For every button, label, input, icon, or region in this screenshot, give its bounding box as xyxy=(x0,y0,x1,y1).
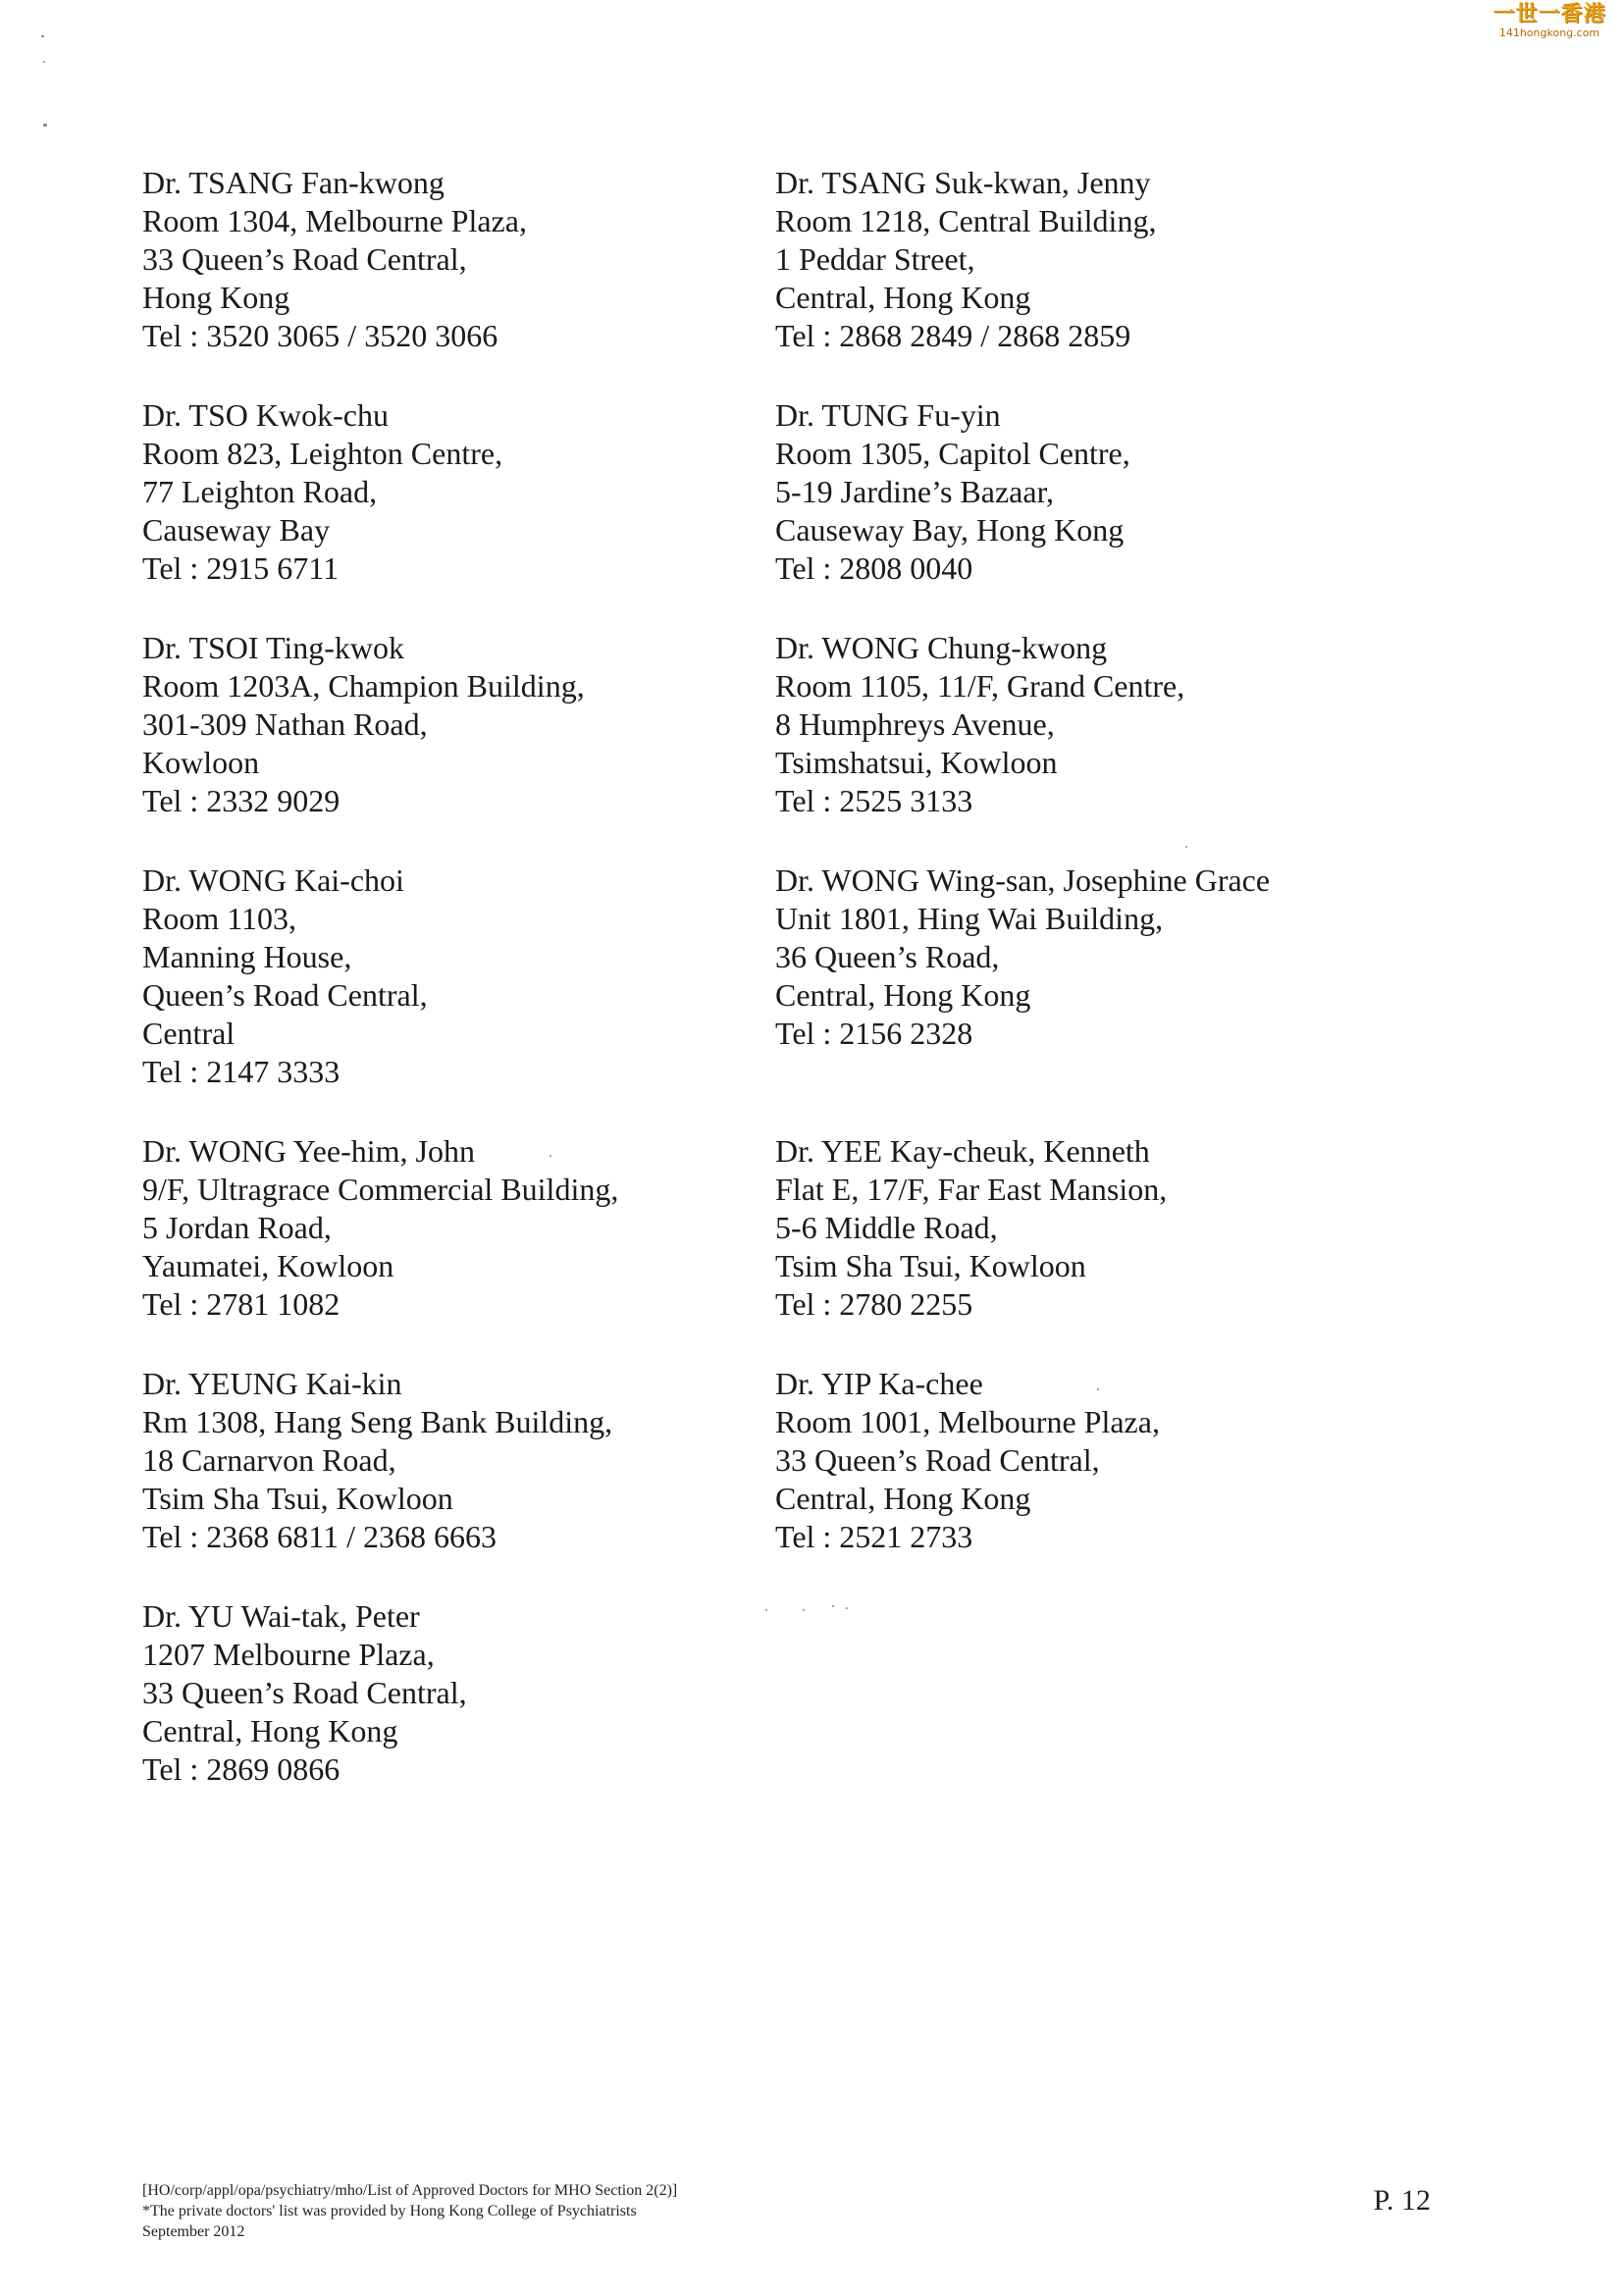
address-line: Room 1203A, Champion Building, xyxy=(142,668,585,704)
telephone-number: Tel : 2869 0866 xyxy=(142,1751,340,1787)
scan-speck xyxy=(803,1609,805,1611)
address-line: 301-309 Nathan Road, xyxy=(142,706,428,742)
telephone-number: Tel : 3520 3065 / 3520 3066 xyxy=(142,318,498,353)
footer-file-path: [HO/corp/appl/opa/psychiatry/mho/List of Approved Doctors for MHO Section 2(2)] xyxy=(142,2182,678,2199)
doctor-name: Dr. TSANG Fan-kwong xyxy=(142,165,445,200)
doctor-name: Dr. WONG Kai-choi xyxy=(142,862,404,898)
doctor-name: Dr. TSO Kwok-chu xyxy=(142,397,389,433)
doctor-entry xyxy=(775,164,1384,396)
address-line: Central xyxy=(142,1016,236,1051)
doctor-name: Dr. YU Wai-tak, Peter xyxy=(142,1598,420,1634)
telephone-number: Tel : 2781 1082 xyxy=(142,1286,340,1322)
address-line: Tsim Sha Tsui, Kowloon xyxy=(142,1481,453,1516)
scan-speck xyxy=(41,35,44,37)
doctor-entry xyxy=(775,396,1384,629)
doctor-name: Dr. TSANG Suk-kwan, Jenny xyxy=(775,165,1151,200)
doctor-entry xyxy=(142,1597,751,1830)
address-line: 33 Queen’s Road Central, xyxy=(775,1442,1100,1478)
page-number: P. 12 xyxy=(1373,2184,1431,2217)
address-line: Room 1103, xyxy=(142,901,297,936)
scan-speck xyxy=(765,1609,767,1611)
left-doctor-column xyxy=(142,164,751,1830)
doctor-entry xyxy=(775,1365,1384,1597)
address-line: 36 Queen’s Road, xyxy=(775,939,1000,974)
address-line: Room 1304, Melbourne Plaza, xyxy=(142,203,527,238)
doctor-name: Dr. WONG Chung-kwong xyxy=(775,630,1108,665)
footer-source-note: *The private doctors' list was provided by Hong Kong College of Psychiatrists xyxy=(142,2203,637,2219)
doctor-name: Dr. WONG Yee-him, John xyxy=(142,1133,475,1169)
address-line: Rm 1308, Hang Seng Bank Building, xyxy=(142,1404,613,1439)
doctor-entry xyxy=(775,1132,1384,1365)
scan-speck xyxy=(846,1607,848,1609)
telephone-number: Tel : 2525 3133 xyxy=(775,783,973,818)
address-line: Yaumatei, Kowloon xyxy=(142,1248,394,1283)
address-line: 18 Carnarvon Road, xyxy=(142,1442,396,1478)
address-line: 5 Jordan Road, xyxy=(142,1210,332,1245)
doctor-entry xyxy=(142,396,751,629)
footer-date: September 2012 xyxy=(142,2223,245,2240)
right-doctor-column xyxy=(775,164,1384,1597)
address-line: Central, Hong Kong xyxy=(142,1713,398,1748)
telephone-number: Tel : 2915 6711 xyxy=(142,550,340,586)
site-watermark-logo xyxy=(1486,4,1613,38)
telephone-number: Tel : 2147 3333 xyxy=(142,1054,340,1089)
address-line: Tsim Sha Tsui, Kowloon xyxy=(775,1248,1086,1283)
doctor-entry xyxy=(775,629,1384,861)
telephone-number: Tel : 2521 2733 xyxy=(775,1519,973,1554)
watermark-title: 一世一香港 xyxy=(1492,2,1606,26)
address-line: Flat E, 17/F, Far East Mansion, xyxy=(775,1172,1168,1207)
address-line: Room 1305, Capitol Centre, xyxy=(775,436,1130,471)
doctor-entry xyxy=(775,861,1384,1132)
address-line: Room 823, Leighton Centre, xyxy=(142,436,503,471)
doctor-entry xyxy=(142,1132,751,1365)
address-line: 5-6 Middle Road, xyxy=(775,1210,998,1245)
doctor-entry xyxy=(142,1365,751,1597)
address-line: Kowloon xyxy=(142,745,260,780)
address-line: Room 1218, Central Building, xyxy=(775,203,1157,238)
scan-speck xyxy=(43,124,47,127)
address-line: 33 Queen’s Road Central, xyxy=(142,1675,467,1710)
address-line: 9/F, Ultragrace Commercial Building, xyxy=(142,1172,619,1207)
address-line: 33 Queen’s Road Central, xyxy=(142,241,467,277)
address-line: 1207 Melbourne Plaza, xyxy=(142,1637,435,1672)
doctor-name: Dr. YEE Kay-cheuk, Kenneth xyxy=(775,1133,1150,1169)
address-line: Central, Hong Kong xyxy=(775,1481,1031,1516)
address-line: Room 1001, Melbourne Plaza, xyxy=(775,1404,1160,1439)
address-line: Hong Kong xyxy=(142,280,290,315)
address-line: 77 Leighton Road, xyxy=(142,474,378,509)
doctor-name: Dr. TUNG Fu-yin xyxy=(775,397,1001,433)
telephone-number: Tel : 2156 2328 xyxy=(775,1016,973,1051)
address-line: Causeway Bay xyxy=(142,512,331,548)
doctor-entry xyxy=(142,629,751,861)
address-line: 1 Peddar Street, xyxy=(775,241,975,277)
doctor-name: Dr. YIP Ka-chee xyxy=(775,1366,983,1401)
address-line: Manning House, xyxy=(142,939,352,974)
address-line: Central, Hong Kong xyxy=(775,280,1031,315)
doctor-entry xyxy=(142,164,751,396)
address-line: Unit 1801, Hing Wai Building, xyxy=(775,901,1164,936)
doctor-name: Dr. WONG Wing-san, Josephine Grace xyxy=(775,862,1271,898)
address-line: 5-19 Jardine’s Bazaar, xyxy=(775,474,1054,509)
telephone-number: Tel : 2368 6811 / 2368 6663 xyxy=(142,1519,497,1554)
telephone-number: Tel : 2868 2849 / 2868 2859 xyxy=(775,318,1131,353)
doctor-entry xyxy=(142,861,751,1132)
watermark-url: 141hongkong.com xyxy=(1498,26,1600,39)
scan-speck xyxy=(832,1605,834,1607)
doctor-name: Dr. TSOI Ting-kwok xyxy=(142,630,405,665)
document-footer xyxy=(142,2180,677,2242)
scan-speck xyxy=(43,61,45,63)
telephone-number: Tel : 2332 9029 xyxy=(142,783,340,818)
address-line: Causeway Bay, Hong Kong xyxy=(775,512,1125,548)
address-line: Tsimshatsui, Kowloon xyxy=(775,745,1058,780)
address-line: Queen’s Road Central, xyxy=(142,977,428,1013)
telephone-number: Tel : 2780 2255 xyxy=(775,1286,973,1322)
telephone-number: Tel : 2808 0040 xyxy=(775,550,973,586)
address-line: Central, Hong Kong xyxy=(775,977,1031,1013)
doctor-name: Dr. YEUNG Kai-kin xyxy=(142,1366,402,1401)
address-line: 8 Humphreys Avenue, xyxy=(775,706,1055,742)
address-line: Room 1105, 11/F, Grand Centre, xyxy=(775,668,1185,704)
